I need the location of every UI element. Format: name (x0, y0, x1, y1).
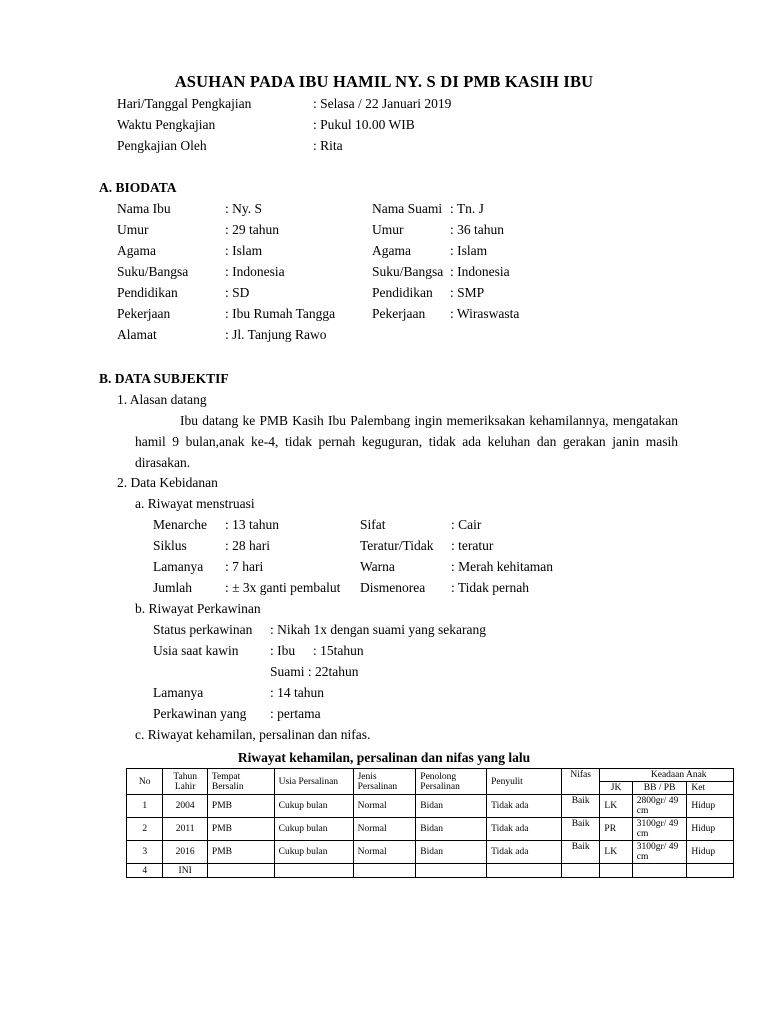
header-value-date: : Selasa / 22 Januari 2019 (313, 96, 452, 111)
table-row (127, 818, 734, 841)
table-header-row (127, 769, 734, 782)
cell-no: 1 (127, 795, 163, 818)
cell-tempat: PMB (207, 795, 274, 818)
cell-tempat: PMB (207, 841, 274, 864)
cell-tahun: 2016 (163, 841, 208, 864)
cell-jenis: Normal (353, 818, 416, 841)
lamanya-label: Lamanya (153, 685, 204, 700)
document-title: ASUHAN PADA IBU HAMIL NY. S DI PMB KASIH IBU (174, 72, 594, 91)
biodata-label: Umur (117, 222, 149, 237)
cell-penolong: Bidan (416, 818, 487, 841)
menstruasi-label: Siklus (153, 538, 187, 553)
biodata-label-suami: Umur (372, 222, 404, 237)
history-table-title: Riwayat kehamilan, persalinan dan nifas yang lalu (237, 750, 531, 765)
table-row (127, 864, 734, 878)
header-label-examiner: Pengkajian Oleh (117, 138, 207, 153)
biodata-value-suami: : Islam (450, 243, 488, 258)
cell-jenis: Normal (353, 795, 416, 818)
cell-no: 3 (127, 841, 163, 864)
menstruasi-value: : teratur (451, 538, 494, 553)
menstruasi-label: Dismenorea (360, 580, 426, 595)
header-label-time: Waktu Pengkajian (117, 117, 216, 132)
cell-ket (687, 864, 734, 878)
history-table (126, 768, 734, 878)
menstruasi-value: : Tidak pernah (451, 580, 530, 595)
perkawinan-status-value: : Nikah 1x dengan suami yang sekarang (270, 622, 486, 637)
biodata-value-suami: : Wiraswasta (450, 306, 520, 321)
menstruasi-label: Menarche (153, 517, 207, 532)
biodata-label: Agama (117, 243, 156, 258)
menstruasi-label: Sifat (360, 517, 386, 532)
cell-penyulit: Tidak ada (487, 841, 562, 864)
biodata-value: : Indonesia (225, 264, 285, 279)
header-tahun-lahir: Tahun Lahir (163, 769, 208, 795)
cell-jk (600, 864, 632, 878)
perkawinan-ke-label: Perkawinan yang (153, 706, 247, 721)
cell-penolong: Bidan (416, 795, 487, 818)
section-heading-biodata: A. BIODATA (99, 180, 177, 195)
usia-kawin-label: Usia saat kawin (153, 643, 239, 658)
cell-ket: Hidup (687, 818, 734, 841)
lamanya-value: : 14 tahun (270, 685, 324, 700)
cell-tempat (207, 864, 274, 878)
menstruasi-value: : ± 3x ganti pembalut (225, 580, 341, 595)
biodata-label: Alamat (117, 327, 157, 342)
section-heading-subjektif: B. DATA SUBJEKTIF (99, 371, 229, 386)
cell-usia (274, 864, 353, 878)
header-nifas: Nifas (561, 769, 599, 795)
usia-kawin-suami: Suami : 22tahun (270, 664, 359, 679)
biodata-label-suami: Agama (372, 243, 411, 258)
header-penolong-persalinan: Penolong Persalinan (416, 769, 487, 795)
biodata-value-suami: : 36 tahun (450, 222, 504, 237)
header-value-time: : Pukul 10.00 WIB (313, 117, 415, 132)
item-alasan-datang: 1. Alasan datang (117, 392, 207, 407)
cell-nifas (561, 864, 599, 878)
biodata-value-suami: : SMP (450, 285, 485, 300)
usia-kawin-ibu-value: : 15tahun (313, 643, 364, 658)
biodata-value: : Islam (225, 243, 263, 258)
header-keadaan-anak: Keadaan Anak (600, 769, 734, 782)
cell-usia: Cukup bulan (274, 795, 353, 818)
alasan-datang-paragraph: Ibu datang ke PMB Kasih Ibu Palembang ingin memeriksakan kehamilannya, mengatakan hamil 9 bulan,anak ke-4, tidak pernah keguguran, tidak ada keluhan dan gerakan janin masih dirasakan. (135, 413, 678, 470)
sub-riwayat-perkawinan: b. Riwayat Perkawinan (135, 601, 261, 616)
table-row (127, 795, 734, 818)
cell-ket: Hidup (687, 795, 734, 818)
cell-tahun: 2004 (163, 795, 208, 818)
header-usia-persalinan: Usia Persalinan (274, 769, 353, 795)
menstruasi-value: : Merah kehitaman (451, 559, 553, 574)
biodata-value: : 29 tahun (225, 222, 279, 237)
header-value-examiner: : Rita (313, 138, 343, 153)
cell-bb-pb (632, 864, 687, 878)
cell-no: 4 (127, 864, 163, 878)
header-tempat-bersalin: Tempat Bersalin (207, 769, 274, 795)
biodata-label: Pekerjaan (117, 306, 171, 321)
cell-jenis (353, 864, 416, 878)
perkawinan-ke-value: : pertama (270, 706, 321, 721)
cell-bb-pb: 2800gr/ 49 cm (632, 795, 687, 818)
sub-riwayat-menstruasi: a. Riwayat menstruasi (135, 496, 255, 511)
biodata-value: : Ny. S (225, 201, 263, 216)
biodata-label: Pendidikan (117, 285, 178, 300)
cell-ket: Hidup (687, 841, 734, 864)
sub-riwayat-kehamilan: c. Riwayat kehamilan, persalinan dan nifas. (135, 727, 371, 742)
biodata-value: : Jl. Tanjung Rawo (225, 327, 327, 342)
cell-nifas: Baik (561, 841, 599, 864)
cell-usia: Cukup bulan (274, 841, 353, 864)
header-no: No (127, 769, 163, 795)
header-jenis-persalinan: Jenis Persalinan (353, 769, 416, 795)
cell-jk: LK (600, 795, 632, 818)
biodata-label-suami: Suku/Bangsa (372, 264, 444, 279)
cell-nifas: Baik (561, 795, 599, 818)
table-row (127, 841, 734, 864)
menstruasi-value: : 13 tahun (225, 517, 279, 532)
header-jk: JK (600, 782, 632, 795)
menstruasi-value: : 28 hari (225, 538, 270, 553)
cell-jenis: Normal (353, 841, 416, 864)
cell-penyulit (487, 864, 562, 878)
cell-penolong: Bidan (416, 841, 487, 864)
perkawinan-status-label: Status perkawinan (153, 622, 253, 637)
biodata-label: Suku/Bangsa (117, 264, 189, 279)
biodata-value: : Ibu Rumah Tangga (225, 306, 336, 321)
cell-tempat: PMB (207, 818, 274, 841)
usia-kawin-ibu-label: : Ibu (270, 643, 296, 658)
biodata-value: : SD (225, 285, 250, 300)
biodata-value-suami: : Tn. J (450, 201, 484, 216)
cell-bb-pb: 3100gr/ 49 cm (632, 841, 687, 864)
header-bb-pb: BB / PB (632, 782, 687, 795)
biodata-label-suami: Pendidikan (372, 285, 433, 300)
item-data-kebidanan: 2. Data Kebidanan (117, 475, 218, 490)
cell-tahun: INI (163, 864, 208, 878)
biodata-value-suami: : Indonesia (450, 264, 510, 279)
menstruasi-label: Jumlah (153, 580, 192, 595)
cell-no: 2 (127, 818, 163, 841)
menstruasi-label: Lamanya (153, 559, 204, 574)
cell-bb-pb: 3100gr/ 49 cm (632, 818, 687, 841)
header-label-date: Hari/Tanggal Pengkajian (117, 96, 252, 111)
cell-jk: PR (600, 818, 632, 841)
menstruasi-value: : Cair (451, 517, 482, 532)
menstruasi-label: Warna (360, 559, 395, 574)
cell-usia: Cukup bulan (274, 818, 353, 841)
header-penyulit: Penyulit (487, 769, 562, 795)
biodata-label: Nama Ibu (117, 201, 171, 216)
biodata-label-suami: Pekerjaan (372, 306, 426, 321)
cell-tahun: 2011 (163, 818, 208, 841)
cell-penyulit: Tidak ada (487, 818, 562, 841)
header-ket: Ket (687, 782, 734, 795)
menstruasi-value: : 7 hari (225, 559, 264, 574)
menstruasi-label: Teratur/Tidak (360, 538, 434, 553)
cell-nifas: Baik (561, 818, 599, 841)
biodata-label-suami: Nama Suami (372, 201, 443, 216)
cell-jk: LK (600, 841, 632, 864)
cell-penyulit: Tidak ada (487, 795, 562, 818)
cell-penolong (416, 864, 487, 878)
